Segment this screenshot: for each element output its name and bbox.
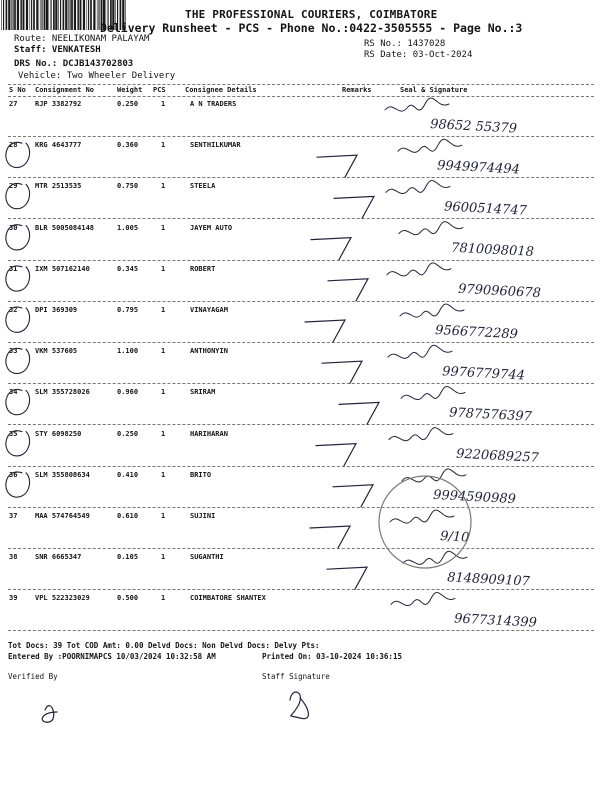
row-consignee: COIMBATORE SHANTEX [190, 594, 266, 603]
row-divider [8, 630, 594, 631]
col-weight: Weight [117, 86, 143, 94]
row-consignment: VPL 522323029 [35, 594, 90, 603]
row-pcs: 1 [161, 594, 166, 603]
row-divider [8, 218, 594, 219]
barcode-bar [44, 0, 46, 30]
barcode-bar [31, 0, 32, 30]
staff-label: Staff: VENKATESH [14, 45, 101, 55]
rs-date: RS Date: 03-Oct-2024 [364, 50, 473, 60]
row-consignment: SNR 6665347 [35, 553, 82, 562]
row-weight: 0.250 [117, 100, 139, 108]
barcode-bar [49, 0, 50, 30]
arrow-mark [322, 361, 362, 383]
barcode-bar [14, 0, 16, 30]
verified-by-label: Verified By [8, 672, 58, 681]
barcode-bar [90, 0, 92, 30]
barcode-bar [8, 0, 10, 30]
barcode-bar [58, 0, 59, 30]
row-consignment: BLR 5005084148 [35, 223, 95, 232]
barcode-bar [97, 0, 98, 30]
row-sno: 29 [9, 182, 18, 191]
signature-scribble [403, 551, 467, 564]
row-pcs: 1 [161, 470, 166, 479]
row-divider [8, 589, 594, 590]
row-consignee: STEELA [190, 182, 216, 191]
row-pcs: 1 [161, 512, 166, 520]
handwritten-phone: 9600514747 [443, 199, 528, 219]
row-consignment: IXM 507162140 [35, 264, 90, 273]
signature-scribble [391, 592, 455, 605]
row-consignment: KRG 4643777 [35, 141, 82, 150]
row-weight: 0.360 [117, 141, 139, 150]
barcode-bar [20, 0, 21, 30]
barcode-bar [60, 0, 61, 30]
row-pcs: 1 [161, 264, 166, 273]
row-weight: 1.100 [117, 347, 139, 356]
handwritten-phone: 9976779744 [441, 364, 526, 384]
row-consignee: VINAYAGAM [190, 306, 228, 314]
signature-scribble [388, 345, 452, 358]
row-consignment: RJP 3382792 [35, 100, 82, 108]
row-pcs: 1 [161, 182, 166, 191]
runsheet-title: Delivery Runsheet - PCS - Phone No.:0422-3505555 - Page No.:3 [100, 21, 523, 35]
barcode-bar [55, 0, 57, 30]
route-label: Route: NEELIKONAM PALAYAM [14, 34, 150, 44]
signature-scribble [389, 428, 453, 441]
row-consignee: SENTHILKUMAR [190, 141, 241, 150]
row-weight: 0.960 [117, 388, 139, 397]
handwritten-phone: 9787576397 [448, 405, 533, 425]
printed-on: Printed On: 03-10-2024 10:36:15 [262, 652, 402, 661]
totals-line: Tot Docs: 39 Tot COD Amt: 0.00 Delvd Docs: Non Delvd Docs: Delvy Pts: [8, 641, 320, 650]
barcode-bar [23, 0, 25, 30]
handwritten-phone: 9790960678 [457, 281, 542, 302]
row-consignment: VKM 537605 [35, 347, 78, 356]
col-pcs: PCS [153, 86, 166, 94]
row-pcs: 1 [161, 553, 166, 562]
barcode-bar [68, 0, 69, 30]
col-seal: Seal & Signature [400, 86, 468, 94]
row-sno: 28 [9, 141, 18, 150]
arrow-mark [311, 238, 351, 260]
row-weight: 0.750 [117, 182, 139, 191]
row-sno: 37 [9, 512, 18, 520]
row-consignment: DPI 369309 [35, 306, 78, 314]
barcode-bar [77, 0, 78, 30]
row-pcs: 1 [161, 429, 166, 438]
barcode-bar [83, 0, 85, 30]
row-pcs: 1 [161, 223, 166, 232]
handwritten-phone: 8148909107 [446, 570, 531, 590]
row-weight: 0.105 [117, 553, 139, 562]
row-divider [8, 466, 594, 467]
barcode-bar [88, 0, 89, 30]
row-weight: 0.345 [117, 264, 139, 273]
row-weight: 0.250 [117, 429, 139, 438]
row-pcs: 1 [161, 100, 166, 108]
rs-number: RS No.: 1437028 [364, 39, 446, 49]
row-divider [8, 177, 594, 178]
row-sno: 35 [9, 429, 18, 438]
row-weight: 1.005 [117, 223, 139, 232]
row-consignee: ANTHONYIN [190, 347, 228, 356]
row-consignee: ROBERT [190, 264, 216, 273]
handwritten-phone: 9/10 [439, 529, 470, 546]
handwritten-phone: 9949974494 [436, 158, 521, 178]
row-weight: 0.410 [117, 470, 139, 479]
row-sno: 32 [9, 306, 18, 314]
row-divider [8, 136, 594, 137]
row-consignee: JAYEM AUTO [190, 223, 233, 232]
arrow-mark [328, 279, 368, 301]
barcode-bar [30, 0, 31, 30]
barcode-bar [65, 0, 67, 30]
handwritten-phone: 9566772289 [434, 323, 519, 343]
barcode-bar [63, 0, 65, 30]
barcode-bar [71, 0, 73, 30]
row-sno: 31 [9, 264, 18, 273]
col-sno: S No [9, 86, 26, 94]
row-sno: 38 [9, 553, 18, 562]
col-consignment: Consignment No [35, 86, 95, 94]
row-pcs: 1 [161, 388, 166, 397]
signature-scribble [386, 180, 450, 193]
barcode-bar [46, 0, 48, 30]
row-consignee: HARIHARAN [190, 429, 228, 438]
row-consignment: SLM 355808634 [35, 470, 90, 479]
handwritten-phone: 9994590989 [432, 487, 517, 508]
entered-by: Entered By :POORNIMAPCS 10/03/2024 10:32:58 AM [8, 652, 216, 661]
row-sno: 27 [9, 100, 18, 108]
barcode-bar [11, 0, 12, 30]
row-weight: 0.610 [117, 512, 139, 520]
row-divider [8, 260, 594, 261]
row-divider [8, 548, 594, 549]
vehicle-label: Vehicle: Two Wheeler Delivery [18, 71, 176, 81]
col-consignee: Consignee Details [185, 86, 257, 94]
barcode-bar [74, 0, 76, 30]
barcode-bar [87, 0, 88, 30]
row-sno: 34 [9, 388, 18, 397]
arrow-mark [333, 485, 373, 507]
signature-scribble [387, 263, 451, 276]
col-remarks: Remarks [342, 86, 372, 94]
row-sno: 39 [9, 594, 18, 603]
row-consignee: BRITO [190, 470, 212, 479]
arrow-mark [317, 155, 357, 177]
signature-scribble [385, 98, 449, 111]
signature-scribble [401, 386, 465, 399]
handwritten-phone: 98652 55379 [429, 117, 518, 137]
row-consignee: SUJINI [190, 512, 216, 520]
signature-scribble [400, 304, 464, 317]
row-consignment: MTR 2513535 [35, 182, 82, 191]
barcode-bar [3, 0, 4, 30]
drs-number: DRS No.: DCJB143702803 [14, 59, 134, 69]
arrow-mark [310, 526, 350, 548]
arrow-mark [305, 320, 345, 342]
barcode-bar [93, 0, 95, 30]
arrow-mark [327, 567, 367, 589]
header-top-rule [8, 84, 594, 85]
barcode-bar [51, 0, 52, 30]
barcode-bar [70, 0, 71, 30]
header-bottom-rule [8, 96, 594, 97]
barcode-bar [80, 0, 82, 30]
barcode-bar [1, 0, 2, 30]
row-consignee: SRIRAM [190, 388, 216, 397]
signature-scribble [398, 139, 462, 152]
arrow-mark [334, 196, 374, 218]
row-weight: 0.795 [117, 306, 139, 314]
row-pcs: 1 [161, 306, 166, 314]
row-sno: 36 [9, 470, 18, 479]
barcode-bar [53, 0, 55, 30]
barcode-bar [78, 0, 79, 30]
arrow-mark [339, 402, 379, 424]
barcode-bar [36, 0, 38, 30]
row-divider [8, 342, 594, 343]
row-divider [8, 507, 594, 508]
barcode-bar [13, 0, 14, 30]
arrow-mark [316, 444, 356, 466]
row-weight: 0.500 [117, 594, 139, 603]
signature-scribble [402, 469, 466, 482]
signature-scribble [399, 222, 463, 235]
row-sno: 30 [9, 223, 18, 232]
row-sno: 33 [9, 347, 18, 356]
company-stamp [379, 476, 471, 568]
row-consignment: STY 6098250 [35, 429, 82, 438]
barcode-bar [6, 0, 8, 30]
barcode-bar [26, 0, 28, 30]
staff-signature-label: Staff Signature [262, 672, 330, 681]
row-consignee: A N TRADERS [190, 100, 237, 108]
barcode-bar [41, 0, 42, 30]
barcode-bar [17, 0, 19, 30]
staff-signature [290, 692, 308, 719]
signature-scribble [390, 510, 454, 523]
handwritten-phone: 7810098018 [450, 240, 535, 260]
barcode-bar [33, 0, 35, 30]
barcode-bar [40, 0, 41, 30]
handwritten-phone: 9220689257 [455, 446, 540, 466]
row-pcs: 1 [161, 347, 166, 356]
row-divider [8, 383, 594, 384]
row-consignment: SLM 355728026 [35, 388, 90, 397]
row-divider [8, 301, 594, 302]
row-divider [8, 424, 594, 425]
row-consignee: SUGANTHI [190, 553, 224, 562]
barcode-bar [21, 0, 22, 30]
handwritten-phone: 9677314399 [453, 611, 538, 631]
company-name: THE PROFESSIONAL COURIERS, COIMBATORE [185, 8, 438, 21]
verifier-signature [42, 706, 57, 723]
row-consignment: MAA 574764549 [35, 512, 90, 520]
row-pcs: 1 [161, 141, 166, 150]
